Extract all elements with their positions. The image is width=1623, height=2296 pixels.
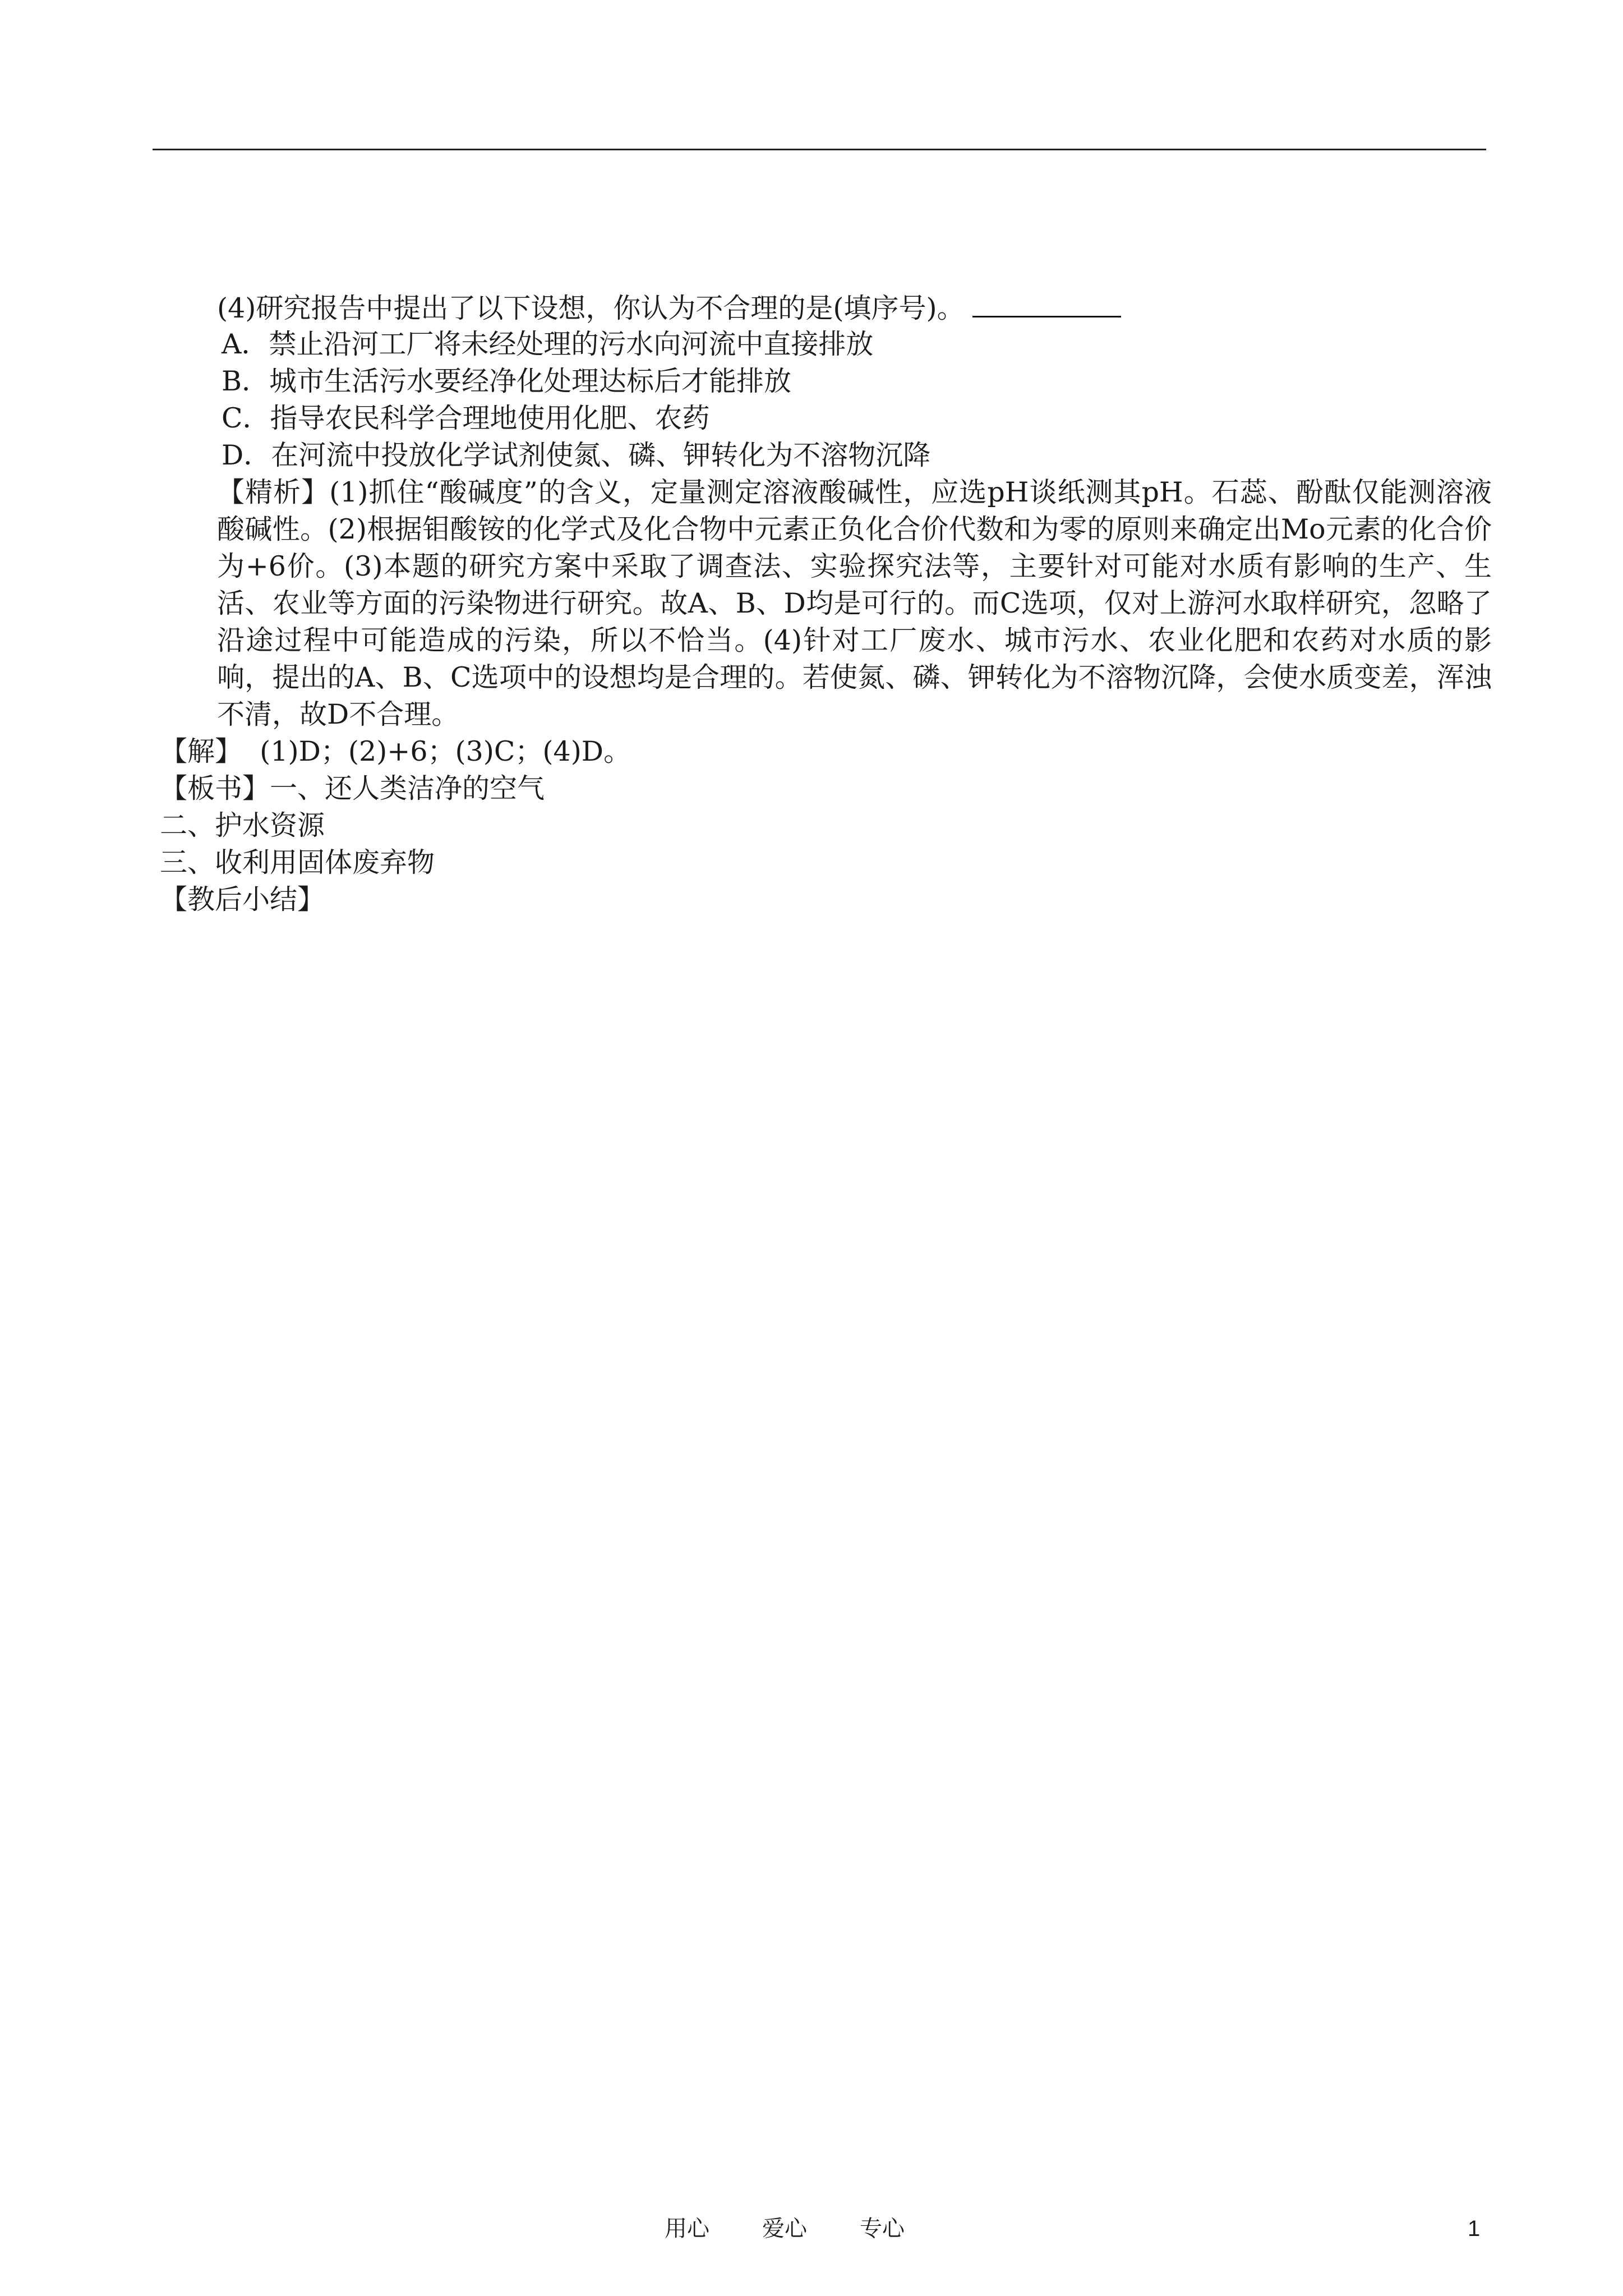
answer-blank	[972, 289, 1121, 318]
footer-word-1: 用心	[665, 2216, 709, 2242]
footer-motto	[665, 2215, 905, 2243]
analysis-paragraph	[160, 474, 1492, 733]
blackboard-item-1: 一、还人类洁净的空气	[270, 772, 545, 804]
footer-word-2: 爱心	[762, 2216, 807, 2242]
analysis-label: 【精析】	[217, 476, 330, 508]
option-c: C．指导农民科学合理地使用化肥、农药	[222, 402, 710, 434]
option-a: A．禁止沿河工厂将未经处理的污水向河流中直接排放	[222, 328, 874, 360]
footer-word-3: 专心	[860, 2216, 905, 2242]
question-4	[160, 289, 1492, 326]
blackboard-line	[160, 770, 1492, 807]
question-4-prompt: (4)研究报告中提出了以下设想，你认为不合理的是(填序号)。	[217, 292, 965, 324]
blackboard-label: 【板书】	[160, 772, 270, 804]
solution-label: 【解】	[160, 735, 243, 767]
option-d: D．在河流中投放化学试剂使氮、磷、钾转化为不溶物沉降	[222, 439, 931, 471]
header-rule	[153, 149, 1486, 150]
blackboard-item-2: 二、护水资源	[160, 809, 325, 841]
page-number: 1	[1468, 2216, 1481, 2241]
document-body	[160, 289, 1492, 918]
option-b: B．城市生活污水要经净化处理达标后才能排放	[222, 365, 792, 397]
analysis-text: (1)抓住“酸碱度”的含义，定量测定溶液酸碱性，应选pH谈纸测其pH。石蕊、酚酞仅能测溶液酸碱性。(2)根据钼酸铵的化学式及化合物中元素正负化合价代数和为零的原则来确定出Mo元素的化合价为+6价。(3)本题的研究方案中采取了调查法、实验探究法等，主要针对可能对水质有影响的生产、生活、农业等方面的污染物进行研究。故A、B、D均是可行的。而C选项，仅对上游河水取样研究，忽略了沿途过程中可能造成的污染，所以不恰当。(4)针对工厂废水、城市污水、农业化肥和农药对水质的影响，提出的A、B、C选项中的设想均是合理的。若使氮、磷、钾转化为不溶物沉降，会使水质变差，浑浊不清，故D不合理。	[217, 476, 1492, 730]
solution-text: (1)D；(2)+6；(3)C；(4)D。	[242, 735, 631, 767]
blackboard-item-3: 三、收利用固体废弃物	[160, 846, 435, 878]
solution-line	[160, 733, 1492, 770]
summary-heading: 【教后小结】	[160, 884, 325, 915]
